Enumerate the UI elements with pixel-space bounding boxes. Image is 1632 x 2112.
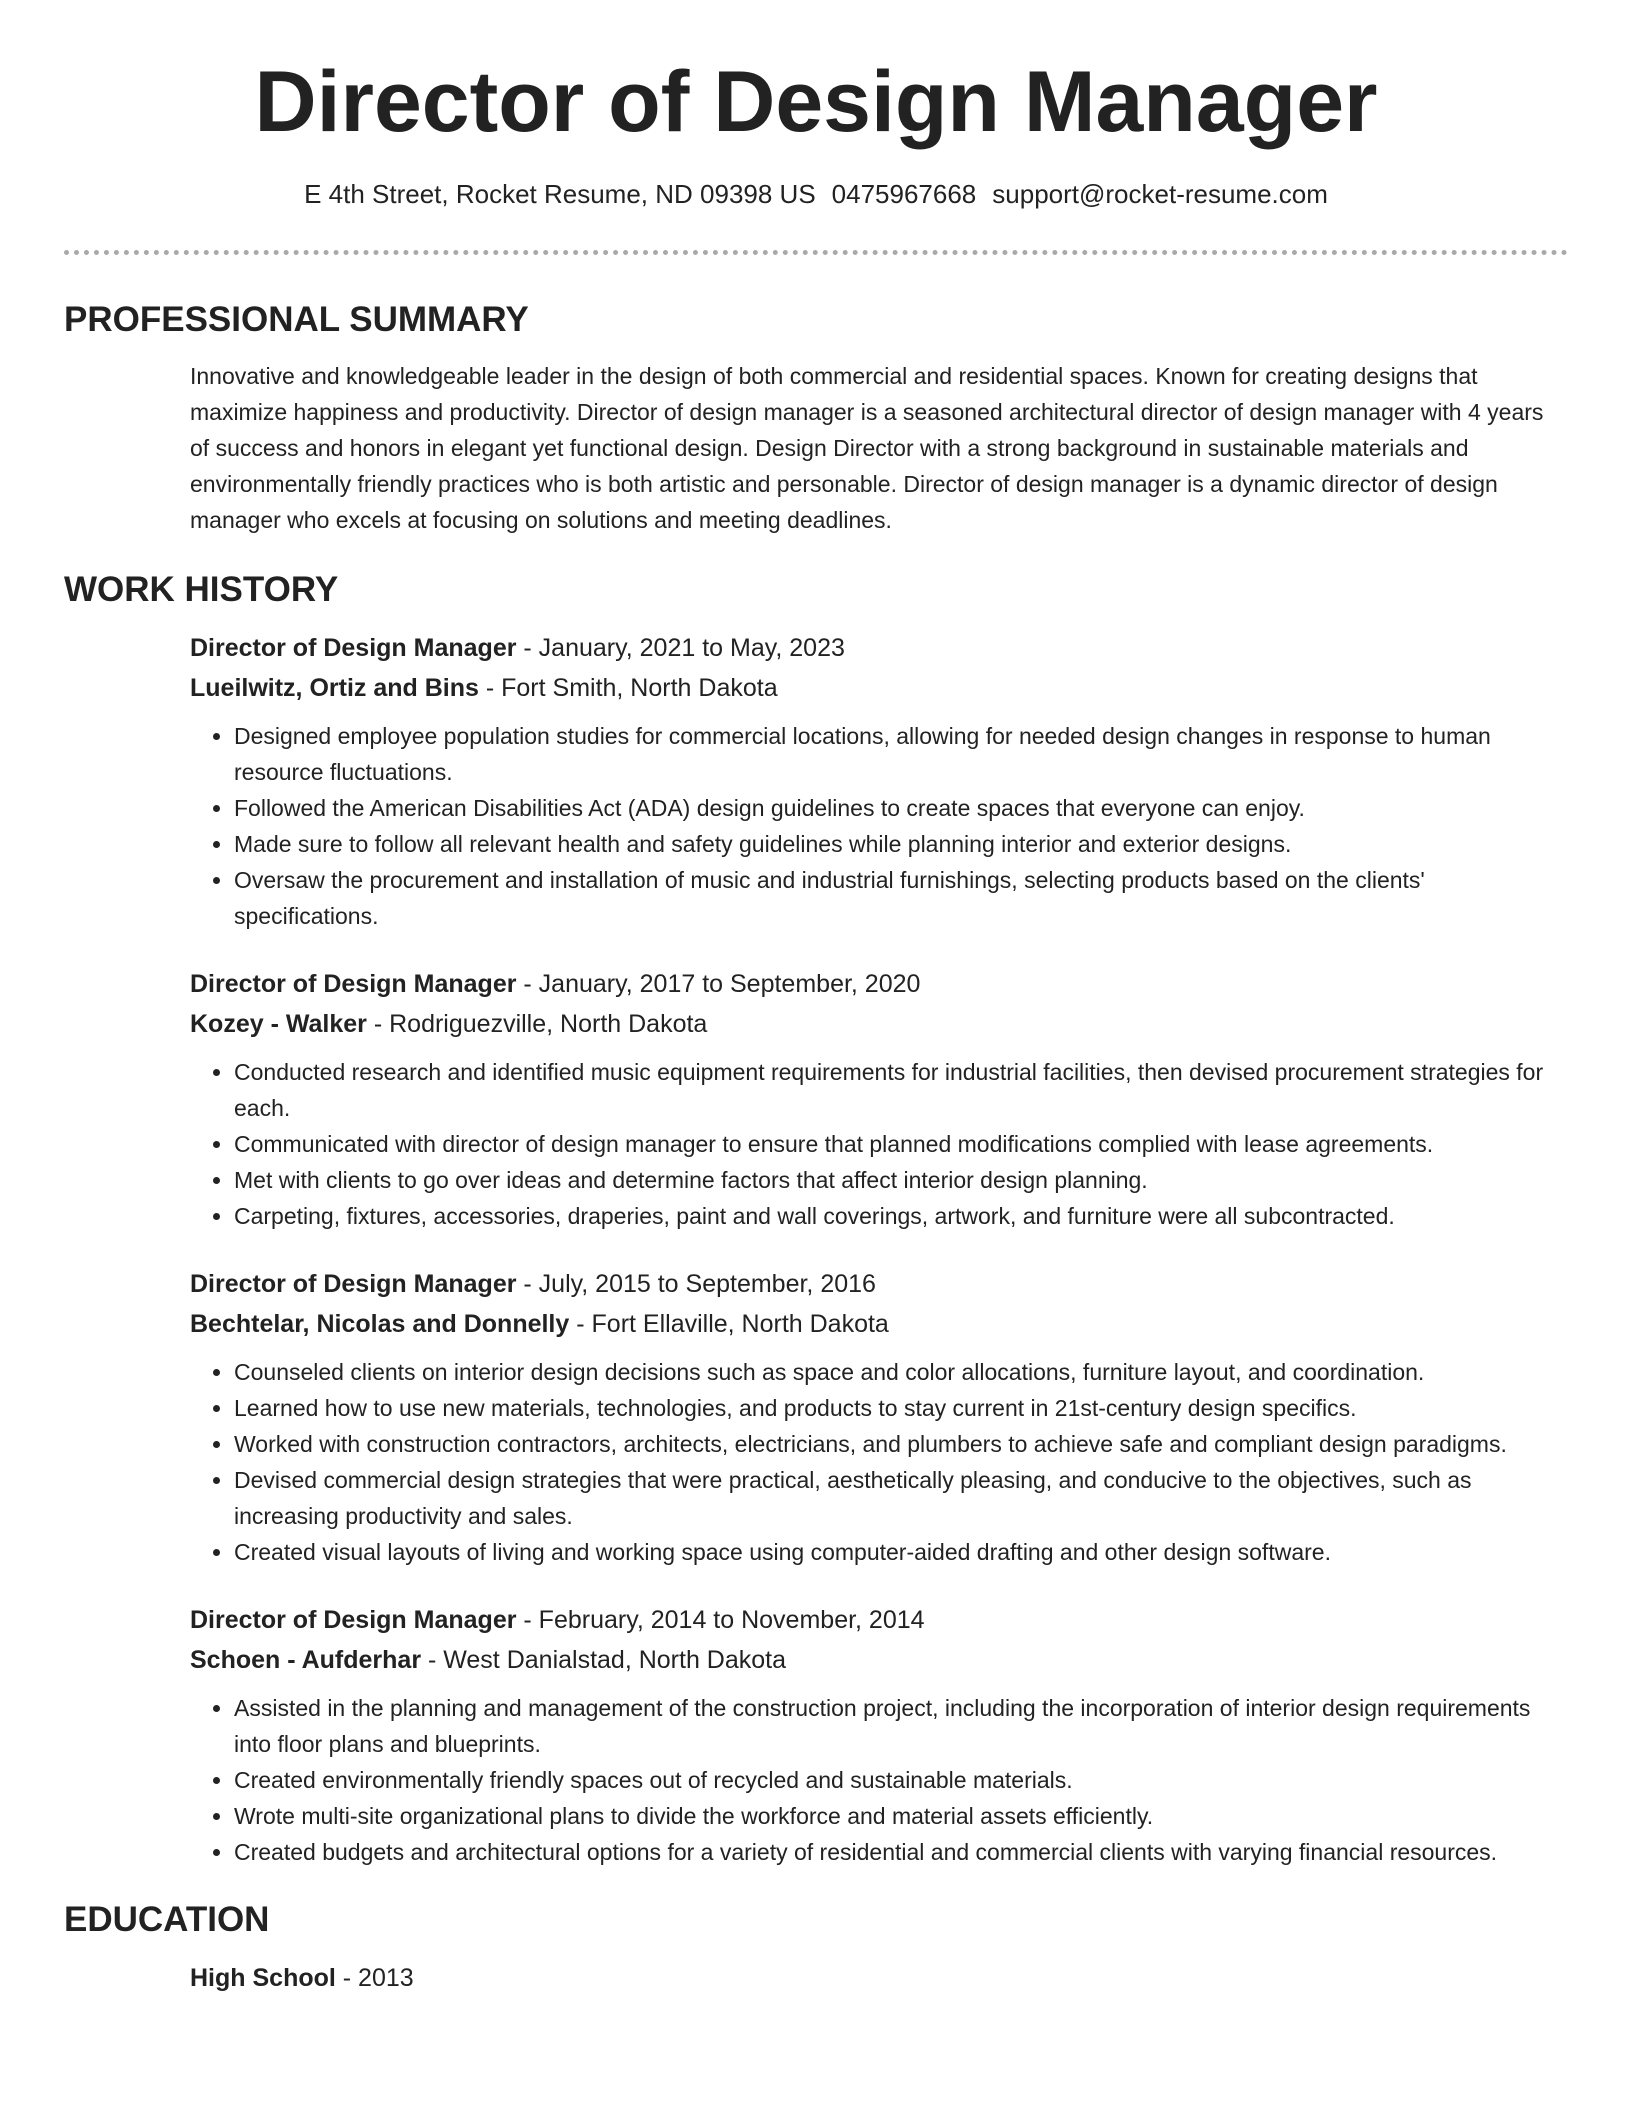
job-entry: [190, 628, 1568, 934]
contact-email: support@rocket-resume.com: [992, 179, 1328, 209]
summary-heading: PROFESSIONAL SUMMARY: [64, 300, 529, 339]
job-company: Lueilwitz, Ortiz and Bins: [190, 674, 479, 702]
work-history-heading: WORK HISTORY: [64, 570, 339, 609]
job-company-line: [190, 1304, 1568, 1344]
job-dates: - February, 2014 to November, 2014: [516, 1606, 925, 1634]
job-location: - Rodriguezville, North Dakota: [366, 1010, 708, 1038]
job-company-line: [190, 668, 1568, 708]
job-company: Schoen - Aufderhar: [190, 1646, 422, 1674]
job-dates: - January, 2021 to May, 2023: [516, 634, 845, 662]
job-role-line: [190, 1264, 1568, 1304]
list-item: • Designed employee population studies for commercial locations, allowing for needed design changes in response to human resource fluctuations.: [234, 718, 1568, 790]
list-item: • Created budgets and architectural options for a variety of residential and commercial clients with varying financial resources.: [234, 1834, 1568, 1870]
job-bullets: [190, 718, 1568, 934]
list-item: • Followed the American Disabilities Act (ADA) design guidelines to create spaces that everyone can enjoy.: [234, 790, 1568, 826]
job-role: Director of Design Manager: [190, 1606, 517, 1634]
contact-address: E 4th Street, Rocket Resume, ND 09398 US: [304, 179, 816, 209]
job-location: - Fort Ellaville, North Dakota: [569, 1310, 889, 1338]
list-item: • Created environmentally friendly spaces out of recycled and sustainable materials.: [234, 1762, 1568, 1798]
candidate-name: Director of Design Manager: [254, 54, 1378, 150]
job-dates: - January, 2017 to September, 2020: [516, 970, 921, 998]
job-company: Kozey - Walker: [190, 1010, 367, 1038]
job-location: - West Danialstad, North Dakota: [421, 1646, 787, 1674]
job-company-line: [190, 1640, 1568, 1680]
list-item: • Learned how to use new materials, technologies, and products to stay current in 21st-century design specifics.: [234, 1390, 1568, 1426]
contact-line: [0, 178, 1632, 210]
list-item: • Conducted research and identified music equipment requirements for industrial facilities, then devised procurement strategies for each.: [234, 1054, 1568, 1126]
work-history-section: [64, 566, 1568, 1870]
contact-phone: 0475967668: [831, 179, 977, 209]
list-item: • Communicated with director of design manager to ensure that planned modifications complied with lease agreements.: [234, 1126, 1568, 1162]
list-item: • Devised commercial design strategies that were practical, aesthetically pleasing, and conducive to the objectives, such as increasing productivity and sales.: [234, 1462, 1568, 1534]
list-item: • Counseled clients on interior design decisions such as space and color allocations, furniture layout, and coordination.: [234, 1354, 1568, 1390]
job-entry: [190, 1264, 1568, 1570]
job-role-line: [190, 964, 1568, 1004]
job-role: Director of Design Manager: [190, 970, 517, 998]
summary-section: [64, 296, 1568, 538]
education-degree: High School: [190, 1964, 336, 1992]
summary-text: Innovative and knowledgeable leader in the design of both commercial and residential spaces. Known for creating designs that maximize happiness and productivity. Director of design manager is a seasoned architectural director of design manager with 4 years of success and honors in elegant yet functional design. Design Director with a strong background in sustainable materials and environmentally friendly practices who is both artistic and personable. Director of design manager is a dynamic director of design manager who excels at focusing on solutions and meeting deadlines.: [190, 363, 1544, 533]
list-item: • Created visual layouts of living and working space using computer-aided drafting and other design software.: [234, 1534, 1568, 1570]
education-heading: EDUCATION: [64, 1900, 270, 1939]
job-location: - Fort Smith, North Dakota: [478, 674, 778, 702]
job-company-line: [190, 1004, 1568, 1044]
list-item: • Assisted in the planning and management of the construction project, including the incorporation of interior design requirements into floor plans and blueprints.: [234, 1690, 1568, 1762]
header-divider: [64, 250, 1568, 255]
job-company: Bechtelar, Nicolas and Donnelly: [190, 1310, 570, 1338]
job-bullets: [190, 1054, 1568, 1234]
list-item: • Met with clients to go over ideas and determine factors that affect interior design planning.: [234, 1162, 1568, 1198]
job-role: Director of Design Manager: [190, 634, 517, 662]
job-dates: - July, 2015 to September, 2016: [516, 1270, 876, 1298]
list-item: • Worked with construction contractors, architects, electricians, and plumbers to achieve safe and compliant design paradigms.: [234, 1426, 1568, 1462]
education-entry: [190, 1958, 1568, 1998]
job-role-line: [190, 1600, 1568, 1640]
list-item: • Carpeting, fixtures, accessories, draperies, paint and wall coverings, artwork, and furniture were all subcontracted.: [234, 1198, 1568, 1234]
job-entry: [190, 1600, 1568, 1870]
education-section: [64, 1896, 1568, 1998]
job-bullets: [190, 1354, 1568, 1570]
list-item: • Made sure to follow all relevant health and safety guidelines while planning interior and exterior designs.: [234, 826, 1568, 862]
list-item: • Wrote multi-site organizational plans to divide the workforce and material assets efficiently.: [234, 1798, 1568, 1834]
job-bullets: [190, 1690, 1568, 1870]
job-role: Director of Design Manager: [190, 1270, 517, 1298]
resume-header: [0, 0, 1632, 210]
list-item: • Oversaw the procurement and installation of music and industrial furnishings, selecting products based on the clients' specifications.: [234, 862, 1568, 934]
job-entry: [190, 964, 1568, 1234]
education-year: - 2013: [335, 1964, 414, 1992]
job-role-line: [190, 628, 1568, 668]
resume-content: [64, 296, 1568, 1998]
